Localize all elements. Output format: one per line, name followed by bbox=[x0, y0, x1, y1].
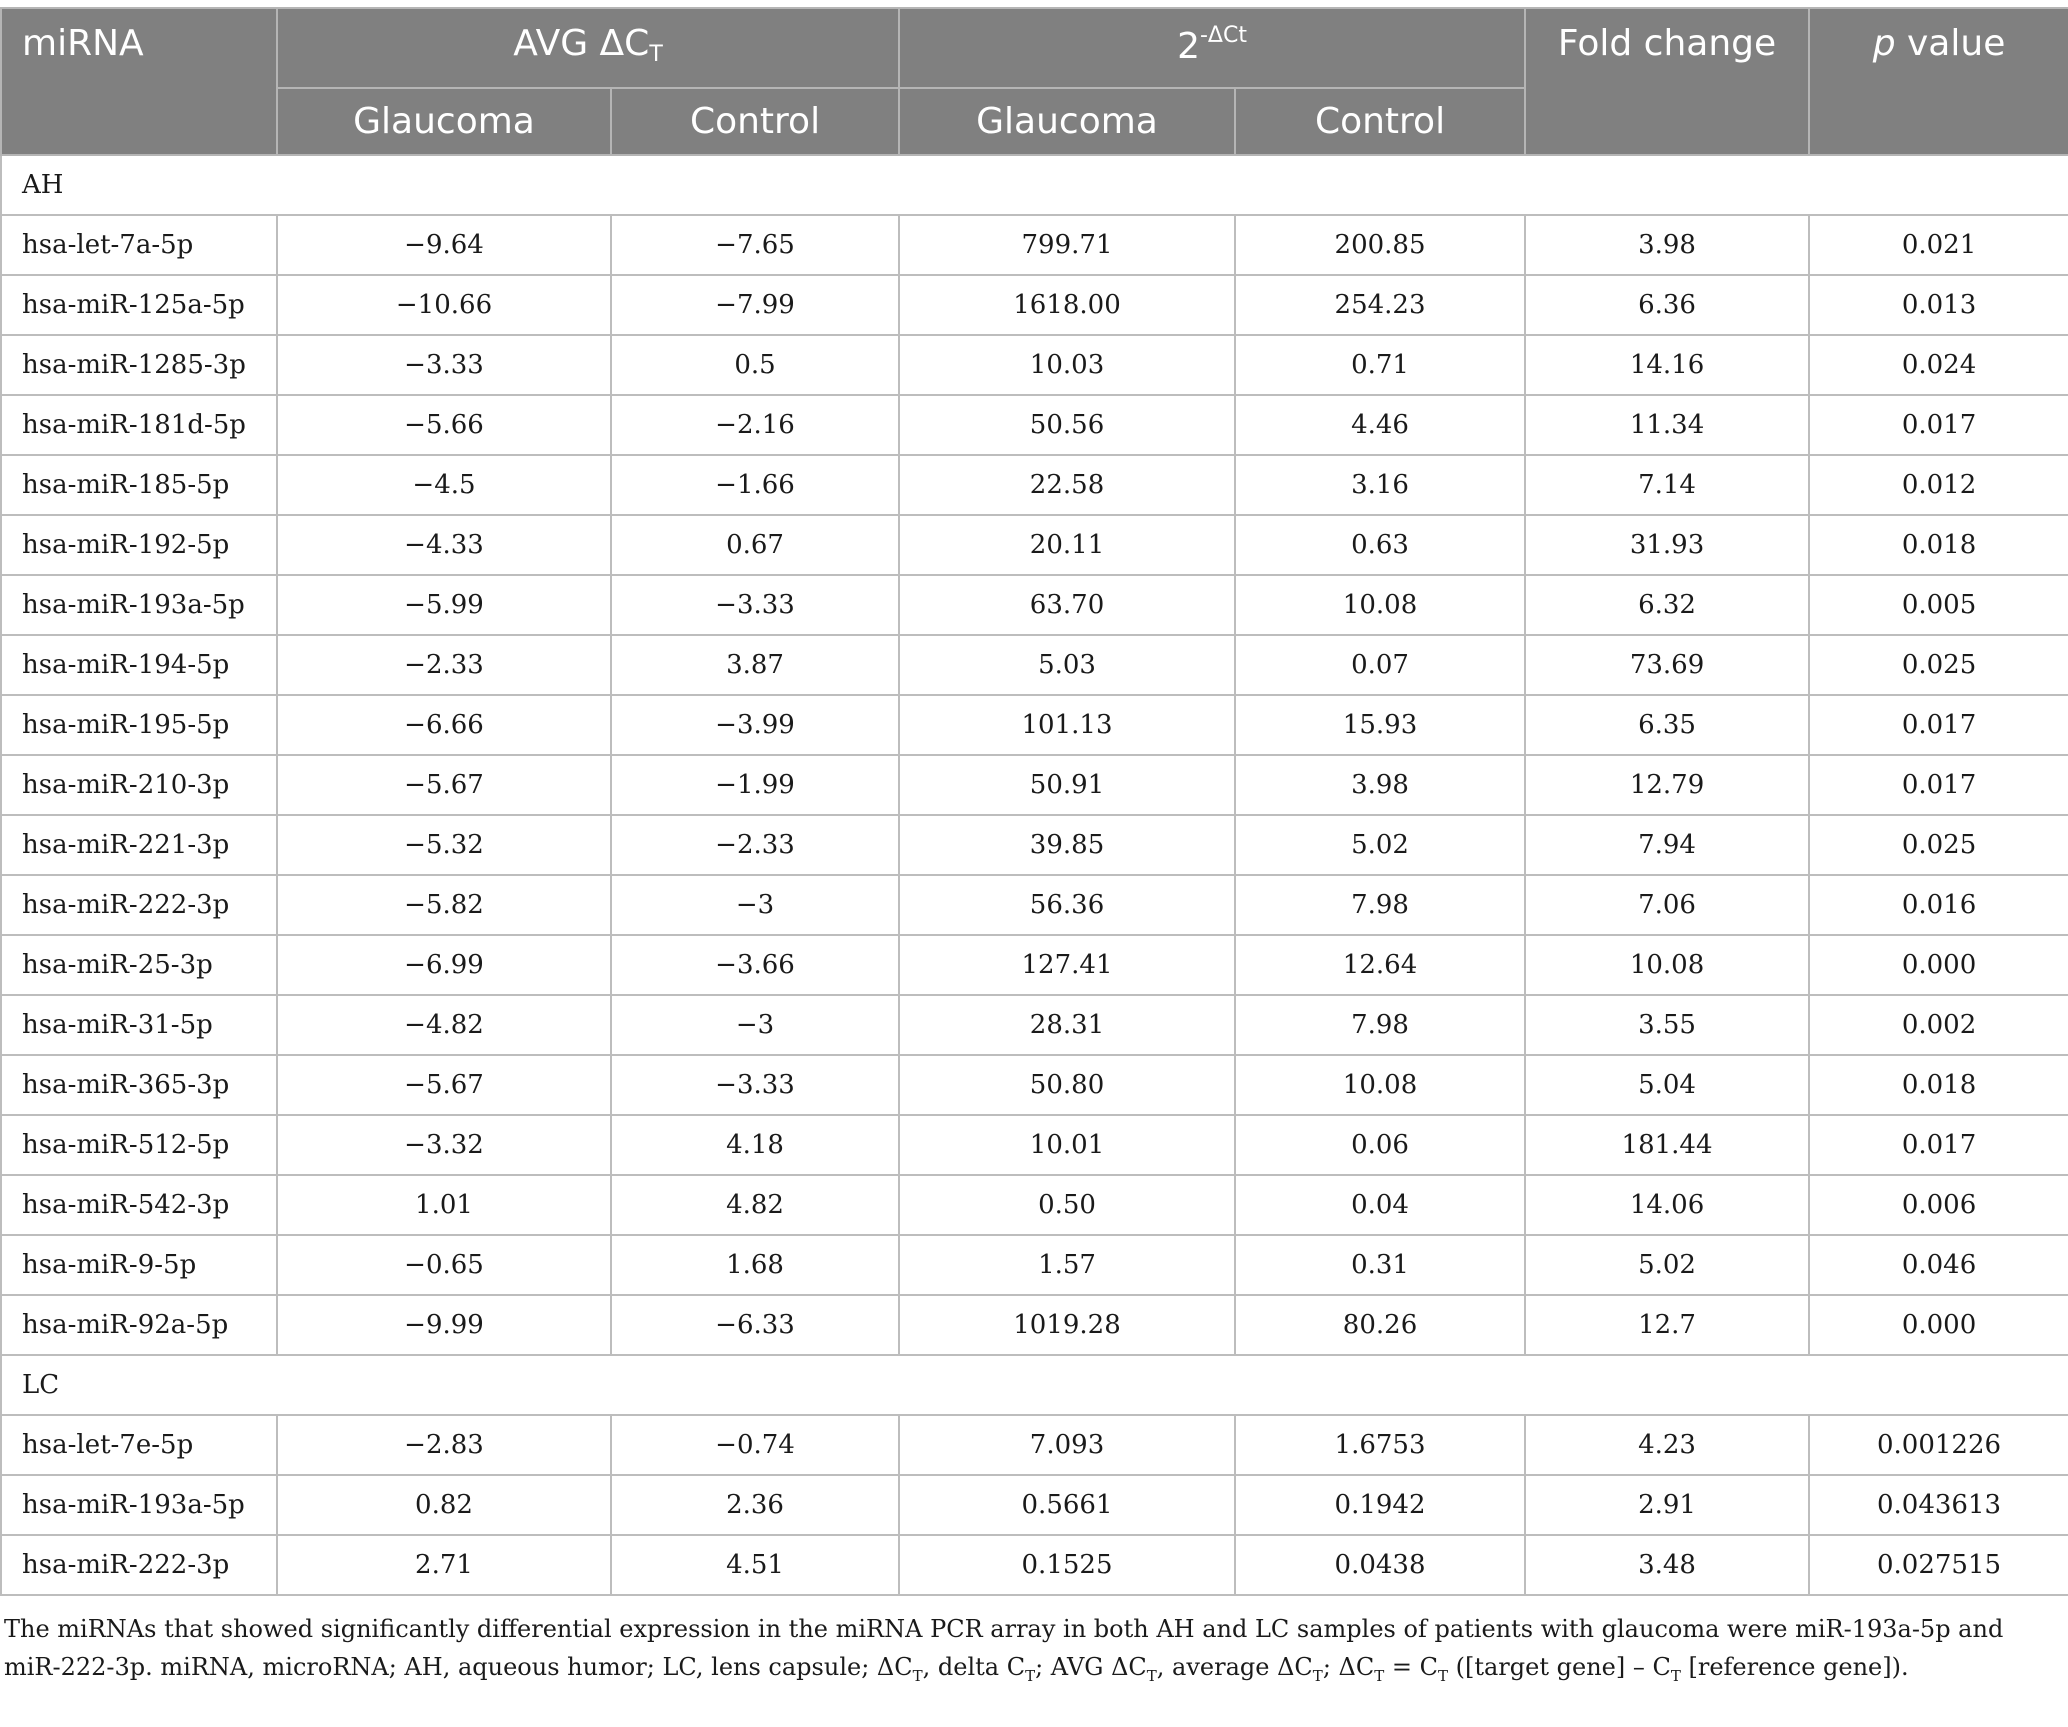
header-avg-control: Control bbox=[611, 88, 899, 155]
mirna-name-cell: hsa-miR-195-5p bbox=[1, 695, 277, 755]
value-cell: −4.5 bbox=[277, 455, 611, 515]
table-row bbox=[1, 515, 2068, 575]
mirna-expression-table bbox=[0, 7, 2068, 1596]
table-row bbox=[1, 635, 2068, 695]
value-cell: −2.33 bbox=[277, 635, 611, 695]
mirna-name-cell: hsa-miR-181d-5p bbox=[1, 395, 277, 455]
mirna-name-cell: hsa-miR-192-5p bbox=[1, 515, 277, 575]
table-row bbox=[1, 575, 2068, 635]
value-cell: 5.03 bbox=[899, 635, 1235, 695]
table-row bbox=[1, 1235, 2068, 1295]
section-row-lc bbox=[1, 1355, 2068, 1415]
value-cell: 0.000 bbox=[1809, 1295, 2068, 1355]
value-cell: 2.71 bbox=[277, 1535, 611, 1595]
value-cell: 0.024 bbox=[1809, 335, 2068, 395]
value-cell: 0.016 bbox=[1809, 875, 2068, 935]
header-fold-change: Fold change bbox=[1525, 8, 1809, 155]
value-cell: 1019.28 bbox=[899, 1295, 1235, 1355]
table-row bbox=[1, 1535, 2068, 1595]
value-cell: 6.35 bbox=[1525, 695, 1809, 755]
value-cell: 0.07 bbox=[1235, 635, 1525, 695]
header-two-glaucoma: Glaucoma bbox=[899, 88, 1235, 155]
table-row bbox=[1, 455, 2068, 515]
value-cell: 3.98 bbox=[1525, 215, 1809, 275]
value-cell: 28.31 bbox=[899, 995, 1235, 1055]
value-cell: 0.025 bbox=[1809, 635, 2068, 695]
value-cell: −3.99 bbox=[611, 695, 899, 755]
value-cell: 0.017 bbox=[1809, 695, 2068, 755]
value-cell: −1.99 bbox=[611, 755, 899, 815]
value-cell: −5.32 bbox=[277, 815, 611, 875]
table-row bbox=[1, 215, 2068, 275]
value-cell: 0.50 bbox=[899, 1175, 1235, 1235]
value-cell: 31.93 bbox=[1525, 515, 1809, 575]
table-row bbox=[1, 1175, 2068, 1235]
value-cell: 14.16 bbox=[1525, 335, 1809, 395]
value-cell: 3.48 bbox=[1525, 1535, 1809, 1595]
value-cell: −6.99 bbox=[277, 935, 611, 995]
value-cell: 50.91 bbox=[899, 755, 1235, 815]
value-cell: 4.51 bbox=[611, 1535, 899, 1595]
table-row bbox=[1, 815, 2068, 875]
value-cell: 11.34 bbox=[1525, 395, 1809, 455]
value-cell: 4.23 bbox=[1525, 1415, 1809, 1475]
mirna-name-cell: hsa-miR-25-3p bbox=[1, 935, 277, 995]
table-header bbox=[1, 8, 2068, 155]
value-cell: 12.64 bbox=[1235, 935, 1525, 995]
value-cell: 0.06 bbox=[1235, 1115, 1525, 1175]
mirna-name-cell: hsa-miR-193a-5p bbox=[1, 1475, 277, 1535]
mirna-name-cell: hsa-miR-92a-5p bbox=[1, 1295, 277, 1355]
mirna-name-cell: hsa-miR-542-3p bbox=[1, 1175, 277, 1235]
mirna-name-cell: hsa-miR-125a-5p bbox=[1, 275, 277, 335]
value-cell: 0.018 bbox=[1809, 1055, 2068, 1115]
value-cell: 200.85 bbox=[1235, 215, 1525, 275]
value-cell: 0.5 bbox=[611, 335, 899, 395]
value-cell: −5.67 bbox=[277, 755, 611, 815]
table-document bbox=[0, 7, 2068, 1695]
value-cell: 3.98 bbox=[1235, 755, 1525, 815]
value-cell: 0.67 bbox=[611, 515, 899, 575]
value-cell: 0.043613 bbox=[1809, 1475, 2068, 1535]
value-cell: 1.57 bbox=[899, 1235, 1235, 1295]
value-cell: −5.66 bbox=[277, 395, 611, 455]
value-cell: 0.021 bbox=[1809, 215, 2068, 275]
value-cell: 0.013 bbox=[1809, 275, 2068, 335]
value-cell: −5.99 bbox=[277, 575, 611, 635]
value-cell: 4.46 bbox=[1235, 395, 1525, 455]
value-cell: 3.16 bbox=[1235, 455, 1525, 515]
value-cell: 5.02 bbox=[1235, 815, 1525, 875]
value-cell: −2.16 bbox=[611, 395, 899, 455]
value-cell: 0.025 bbox=[1809, 815, 2068, 875]
value-cell: −7.65 bbox=[611, 215, 899, 275]
mirna-name-cell: hsa-miR-1285-3p bbox=[1, 335, 277, 395]
value-cell: 0.046 bbox=[1809, 1235, 2068, 1295]
value-cell: −5.82 bbox=[277, 875, 611, 935]
value-cell: 1618.00 bbox=[899, 275, 1235, 335]
value-cell: 10.01 bbox=[899, 1115, 1235, 1175]
value-cell: −10.66 bbox=[277, 275, 611, 335]
value-cell: 1.68 bbox=[611, 1235, 899, 1295]
value-cell: 0.017 bbox=[1809, 1115, 2068, 1175]
value-cell: 12.7 bbox=[1525, 1295, 1809, 1355]
value-cell: 63.70 bbox=[899, 575, 1235, 635]
value-cell: 7.98 bbox=[1235, 875, 1525, 935]
value-cell: −3.33 bbox=[277, 335, 611, 395]
table-row bbox=[1, 1475, 2068, 1535]
header-mirna: miRNA bbox=[1, 8, 277, 155]
value-cell: −3.33 bbox=[611, 575, 899, 635]
table-row bbox=[1, 755, 2068, 815]
value-cell: 0.012 bbox=[1809, 455, 2068, 515]
value-cell: 20.11 bbox=[899, 515, 1235, 575]
mirna-name-cell: hsa-miR-9-5p bbox=[1, 1235, 277, 1295]
value-cell: 0.001226 bbox=[1809, 1415, 2068, 1475]
mirna-name-cell: hsa-miR-365-3p bbox=[1, 1055, 277, 1115]
table-body bbox=[1, 155, 2068, 1595]
value-cell: 22.58 bbox=[899, 455, 1235, 515]
table-row bbox=[1, 1055, 2068, 1115]
value-cell: −3 bbox=[611, 995, 899, 1055]
value-cell: 50.56 bbox=[899, 395, 1235, 455]
value-cell: 0.017 bbox=[1809, 755, 2068, 815]
mirna-name-cell: hsa-miR-210-3p bbox=[1, 755, 277, 815]
value-cell: −4.33 bbox=[277, 515, 611, 575]
header-two-power-delta-ct: $2^{-\Delta Ct}$ bbox=[899, 8, 1525, 88]
value-cell: 12.79 bbox=[1525, 755, 1809, 815]
value-cell: 0.5661 bbox=[899, 1475, 1235, 1535]
value-cell: 0.71 bbox=[1235, 335, 1525, 395]
value-cell: 10.08 bbox=[1235, 575, 1525, 635]
table-row bbox=[1, 1115, 2068, 1175]
value-cell: −1.66 bbox=[611, 455, 899, 515]
mirna-name-cell: hsa-let-7a-5p bbox=[1, 215, 277, 275]
value-cell: −2.33 bbox=[611, 815, 899, 875]
table-row bbox=[1, 1295, 2068, 1355]
value-cell: 0.027515 bbox=[1809, 1535, 2068, 1595]
value-cell: −7.99 bbox=[611, 275, 899, 335]
value-cell: −3.32 bbox=[277, 1115, 611, 1175]
value-cell: 2.36 bbox=[611, 1475, 899, 1535]
value-cell: 0.1525 bbox=[899, 1535, 1235, 1595]
mirna-name-cell: hsa-miR-222-3p bbox=[1, 875, 277, 935]
value-cell: 6.36 bbox=[1525, 275, 1809, 335]
value-cell: 0.31 bbox=[1235, 1235, 1525, 1295]
value-cell: 50.80 bbox=[899, 1055, 1235, 1115]
table-row bbox=[1, 935, 2068, 995]
value-cell: −6.33 bbox=[611, 1295, 899, 1355]
value-cell: 10.03 bbox=[899, 335, 1235, 395]
value-cell: 0.017 bbox=[1809, 395, 2068, 455]
value-cell: −3.33 bbox=[611, 1055, 899, 1115]
value-cell: 6.32 bbox=[1525, 575, 1809, 635]
value-cell: 0.000 bbox=[1809, 935, 2068, 995]
value-cell: −9.99 bbox=[277, 1295, 611, 1355]
mirna-name-cell: hsa-miR-512-5p bbox=[1, 1115, 277, 1175]
value-cell: 3.87 bbox=[611, 635, 899, 695]
table-row bbox=[1, 695, 2068, 755]
value-cell: −3 bbox=[611, 875, 899, 935]
header-avg-delta-ct: AVG $\Delta C_T$ bbox=[277, 8, 899, 88]
value-cell: 1.6753 bbox=[1235, 1415, 1525, 1475]
value-cell: −0.74 bbox=[611, 1415, 899, 1475]
value-cell: 0.005 bbox=[1809, 575, 2068, 635]
value-cell: 1.01 bbox=[277, 1175, 611, 1235]
table-row bbox=[1, 995, 2068, 1055]
value-cell: 0.63 bbox=[1235, 515, 1525, 575]
value-cell: 3.55 bbox=[1525, 995, 1809, 1055]
value-cell: 5.04 bbox=[1525, 1055, 1809, 1115]
value-cell: 7.093 bbox=[899, 1415, 1235, 1475]
table-row bbox=[1, 335, 2068, 395]
value-cell: 4.82 bbox=[611, 1175, 899, 1235]
header-two-control: Control bbox=[1235, 88, 1525, 155]
value-cell: 0.04 bbox=[1235, 1175, 1525, 1235]
table-footnote: The miRNAs that showed significantly differential expression in the miRNA PCR array in both AH and LC samples of patients with glaucoma were miR-193a-5p and miR-222-3p. miRNA, microRNA; AH, aqueous humor; LC, lens capsule; $\Delta C_T$, delta $C_T$; AVG $\Delta C_T$, average $\Delta C_T$; $\Delta C_T = C_T$ ([target gene] – $C_T$ [reference gene]). bbox=[4, 1615, 2004, 1685]
value-cell: 0.018 bbox=[1809, 515, 2068, 575]
value-cell: 80.26 bbox=[1235, 1295, 1525, 1355]
value-cell: −3.66 bbox=[611, 935, 899, 995]
header-p-value: p value bbox=[1809, 8, 2068, 155]
value-cell: −9.64 bbox=[277, 215, 611, 275]
value-cell: 254.23 bbox=[1235, 275, 1525, 335]
value-cell: −2.83 bbox=[277, 1415, 611, 1475]
value-cell: −6.66 bbox=[277, 695, 611, 755]
mirna-name-cell: hsa-miR-221-3p bbox=[1, 815, 277, 875]
value-cell: −4.82 bbox=[277, 995, 611, 1055]
value-cell: 10.08 bbox=[1235, 1055, 1525, 1115]
value-cell: 799.71 bbox=[899, 215, 1235, 275]
value-cell: 14.06 bbox=[1525, 1175, 1809, 1235]
table-row bbox=[1, 875, 2068, 935]
value-cell: 56.36 bbox=[899, 875, 1235, 935]
value-cell: 0.1942 bbox=[1235, 1475, 1525, 1535]
section-row-ah bbox=[1, 155, 2068, 215]
value-cell: 0.002 bbox=[1809, 995, 2068, 1055]
mirna-name-cell: hsa-miR-222-3p bbox=[1, 1535, 277, 1595]
value-cell: 4.18 bbox=[611, 1115, 899, 1175]
value-cell: 5.02 bbox=[1525, 1235, 1809, 1295]
value-cell: 39.85 bbox=[899, 815, 1235, 875]
value-cell: 101.13 bbox=[899, 695, 1235, 755]
mirna-name-cell: hsa-miR-193a-5p bbox=[1, 575, 277, 635]
value-cell: 7.06 bbox=[1525, 875, 1809, 935]
value-cell: 181.44 bbox=[1525, 1115, 1809, 1175]
value-cell: 7.14 bbox=[1525, 455, 1809, 515]
table-row bbox=[1, 395, 2068, 455]
header-avg-glaucoma: Glaucoma bbox=[277, 88, 611, 155]
table-row bbox=[1, 1415, 2068, 1475]
value-cell: 10.08 bbox=[1525, 935, 1809, 995]
value-cell: 2.91 bbox=[1525, 1475, 1809, 1535]
mirna-name-cell: hsa-miR-31-5p bbox=[1, 995, 277, 1055]
value-cell: 7.98 bbox=[1235, 995, 1525, 1055]
value-cell: 7.94 bbox=[1525, 815, 1809, 875]
mirna-name-cell: hsa-miR-185-5p bbox=[1, 455, 277, 515]
table-row bbox=[1, 275, 2068, 335]
value-cell: 0.82 bbox=[277, 1475, 611, 1535]
value-cell: −0.65 bbox=[277, 1235, 611, 1295]
value-cell: 0.006 bbox=[1809, 1175, 2068, 1235]
value-cell: 127.41 bbox=[899, 935, 1235, 995]
value-cell: −5.67 bbox=[277, 1055, 611, 1115]
value-cell: 0.0438 bbox=[1235, 1535, 1525, 1595]
mirna-name-cell: hsa-let-7e-5p bbox=[1, 1415, 277, 1475]
value-cell: 15.93 bbox=[1235, 695, 1525, 755]
mirna-name-cell: hsa-miR-194-5p bbox=[1, 635, 277, 695]
section-label: LC bbox=[1, 1355, 2068, 1415]
value-cell: 73.69 bbox=[1525, 635, 1809, 695]
section-label: AH bbox=[1, 155, 2068, 215]
